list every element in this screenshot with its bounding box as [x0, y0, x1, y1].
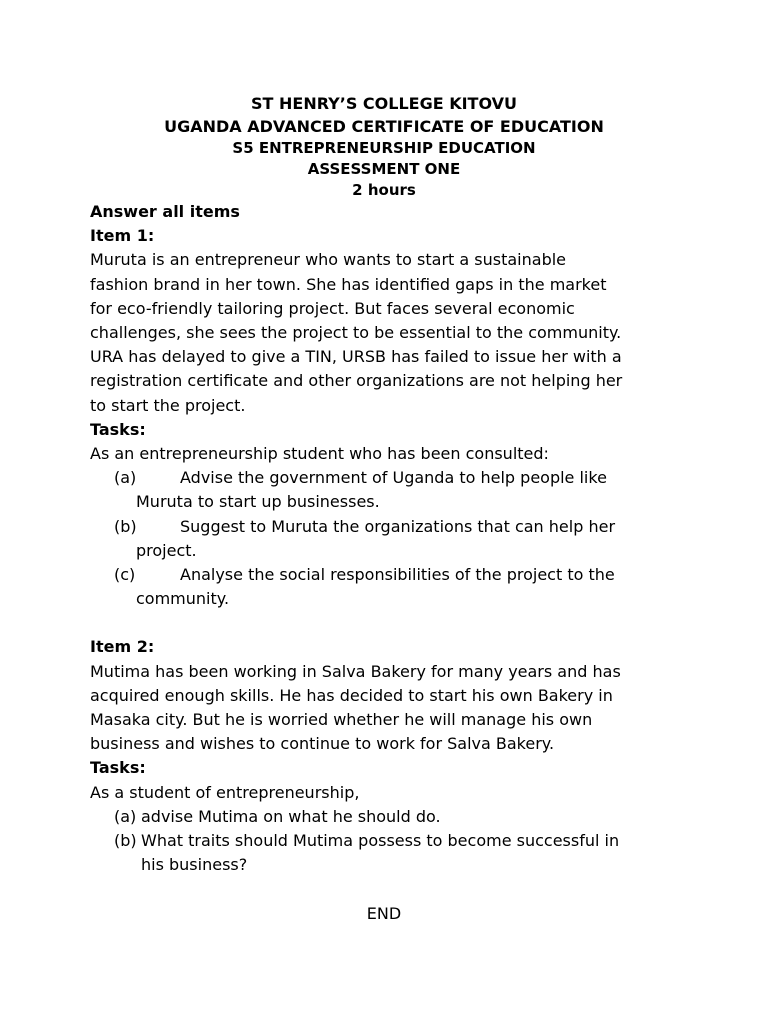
task-text-line2: project. — [136, 540, 197, 560]
item2-heading: Item 2: — [90, 637, 155, 657]
item2-scenario-line: Masaka city. But he is worried whether he will manage his own — [90, 710, 593, 730]
task-marker: (a) — [114, 468, 137, 488]
task-text-line1: Advise the government of Uganda to help people like — [180, 468, 607, 488]
item1-task-a — [90, 466, 690, 514]
end-marker: END — [366, 904, 402, 923]
spacer — [90, 611, 690, 635]
task-text-line1: What traits should Mutima possess to become successful in — [141, 831, 620, 851]
instructions: Answer all items — [90, 202, 240, 221]
task-text-line1: advise Mutima on what he should do. — [141, 806, 441, 826]
item1-scenario-line: to start the project. — [90, 395, 246, 415]
item1-heading: Item 1: — [90, 226, 155, 246]
document-body — [90, 200, 690, 877]
item1-scenario-line: challenges, she sees the project to be essential to the community. — [90, 323, 622, 343]
assessment-title: ASSESSMENT ONE — [307, 160, 461, 178]
task-marker: (b) — [114, 831, 137, 851]
item1-scenario-line: URA has delayed to give a TIN, URSB has failed to issue her with a — [90, 347, 622, 367]
item2-task-b — [90, 829, 690, 877]
task-text-line2: his business? — [141, 855, 248, 875]
item1-scenario-line: fashion brand in her town. She has identified gaps in the market — [90, 274, 607, 294]
duration: 2 hours — [352, 181, 416, 199]
item1-task-b — [90, 515, 690, 563]
task-marker: (c) — [114, 565, 136, 585]
document-header — [0, 92, 768, 201]
item1-tasks-intro: As an entrepreneurship student who has been consulted: — [90, 444, 549, 464]
item2-tasks-heading: Tasks: — [90, 758, 146, 778]
task-text-line2: Muruta to start up businesses. — [136, 492, 380, 512]
item2-scenario-line: acquired enough skills. He has decided to start his own Bakery in — [90, 685, 613, 705]
item1-tasks-heading: Tasks: — [90, 419, 146, 439]
item2-scenario-line: business and wishes to continue to work for Salva Bakery. — [90, 734, 555, 754]
school-name: ST HENRY’S COLLEGE KITOVU — [250, 94, 518, 113]
task-marker: (b) — [114, 516, 137, 536]
item2-task-a — [90, 805, 690, 829]
task-text-line1: Suggest to Muruta the organizations that can help her — [180, 516, 616, 536]
item1-scenario-line: Muruta is an entrepreneur who wants to start a sustainable — [90, 250, 567, 270]
item1-task-c — [90, 563, 690, 611]
item1-scenario-line: for eco-friendly tailoring project. But faces several economic — [90, 298, 575, 318]
task-text-line2: community. — [136, 589, 230, 609]
task-text-line1: Analyse the social responsibilities of the project to the — [180, 565, 615, 585]
item2-scenario-line: Mutima has been working in Salva Bakery for many years and has — [90, 661, 621, 681]
certificate-title: UGANDA ADVANCED CERTIFICATE OF EDUCATION — [164, 117, 604, 136]
item1-scenario-line: registration certificate and other organizations are not helping her — [90, 371, 623, 391]
subject-title: S5 ENTREPRENEURSHIP EDUCATION — [232, 139, 536, 157]
task-marker: (a) — [114, 806, 137, 826]
item2-tasks-intro: As a student of entrepreneurship, — [90, 782, 360, 802]
